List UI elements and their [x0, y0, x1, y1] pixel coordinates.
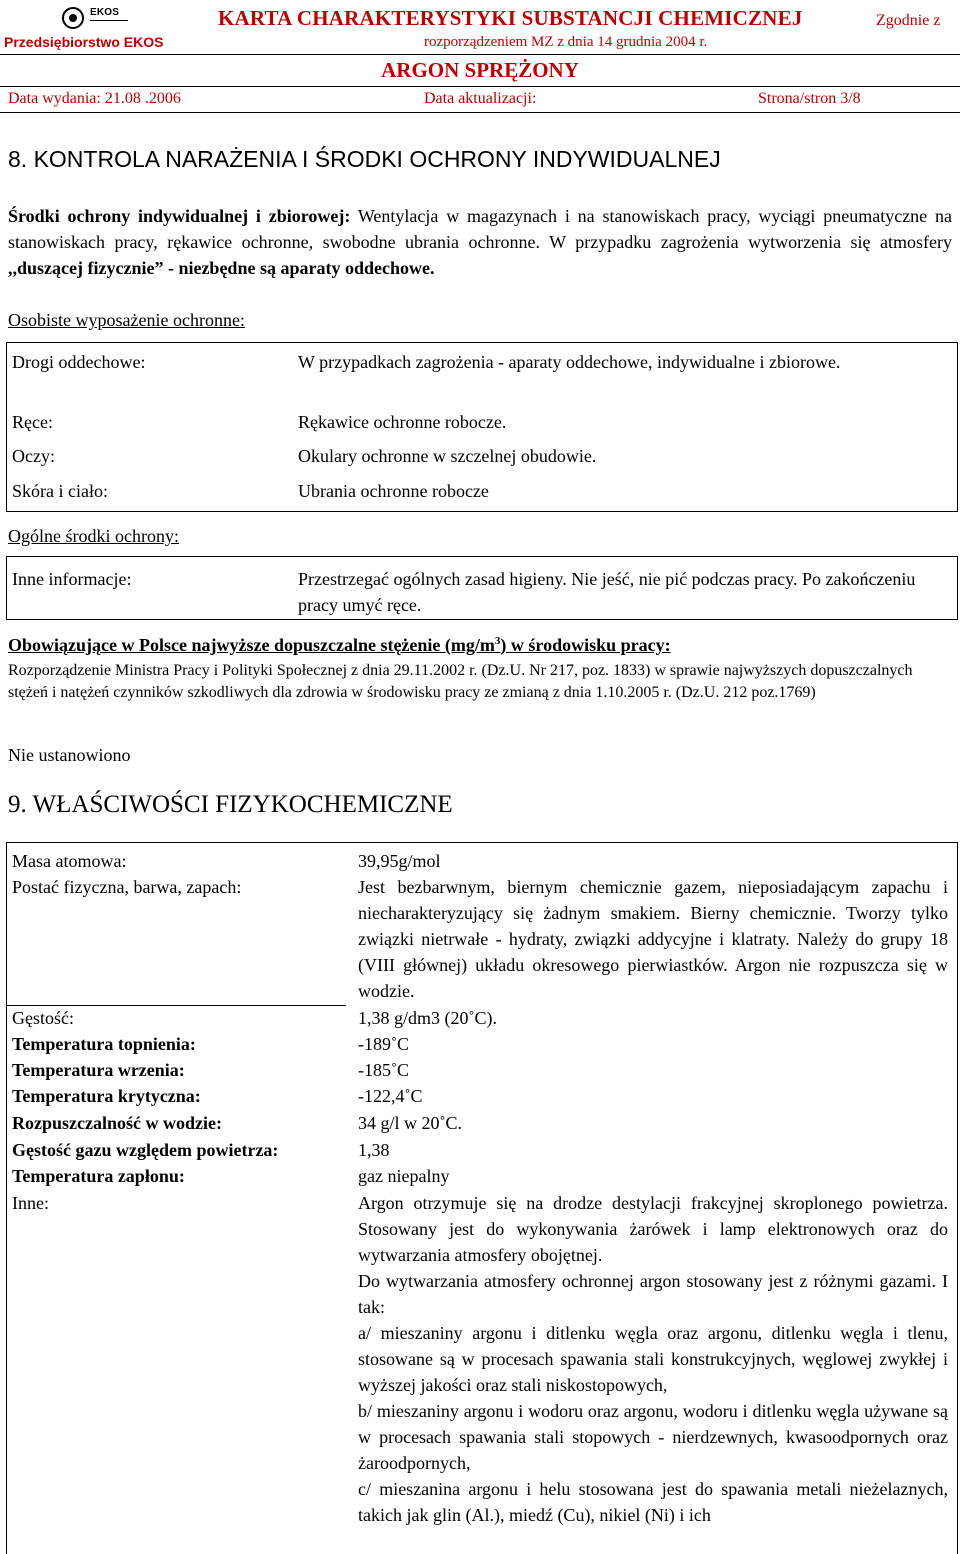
company-name: Przedsiębiorstwo EKOS	[4, 34, 164, 50]
document-title: KARTA CHARAKTERYSTYKI SUBSTANCJI CHEMICZNEJ	[218, 6, 803, 30]
header-divider	[0, 86, 960, 87]
product-name: ARGON SPRĘŻONY	[381, 58, 579, 82]
boiling-point-label: Temperatura wrzenia:	[12, 1060, 185, 1080]
other-paragraph: Do wytwarzania atmosfery ochronnej argon stosowany jest z różnymi gazami. I tak:	[358, 1271, 948, 1317]
other-info-value: Przestrzegać ogólnych zasad higieny. Nie jeść, nie pić podczas pracy. Po zakończeniu pracy umyć ręce.	[298, 569, 916, 615]
atomic-mass-value: 39,95g/mol	[358, 851, 441, 871]
issue-date: Data wydania: 21.08 .2006	[8, 90, 181, 107]
respiratory-value: W przypadkach zagrożenia - aparaty oddechowe, indywidualne i zbiorowe.	[298, 352, 841, 372]
document-regulation: rozporządzeniem MZ z dnia 14 grudnia 2004 r.	[424, 34, 708, 50]
other-paragraph: a/ mieszaniny argonu i ditlenku węgla oraz argonu, ditlenku węgla i tlenu, stosowane są w procesach spawania stali konstrukcyjnych, węglowej zwykłej i wyższej jakości oraz stali niskostopowych,	[358, 1323, 948, 1395]
relative-gas-density-label: Gęstość gazu względem powietrza:	[12, 1140, 279, 1160]
flash-point-label: Temperatura zapłonu:	[12, 1166, 185, 1186]
boiling-point-value: -185˚C	[358, 1060, 409, 1080]
other-properties-label: Inne:	[12, 1193, 49, 1213]
skin-label: Skóra i ciało:	[12, 481, 108, 501]
skin-value: Ubrania ochronne robocze	[298, 481, 489, 501]
protective-measures-bold: ,,duszącej fizycznie” - niezbędne są aparaty oddechowe.	[8, 258, 435, 278]
protective-measures-label: Środki ochrony indywidualnej i zbiorowej:	[8, 206, 351, 226]
other-properties-value	[358, 1190, 948, 1528]
hands-value: Rękawice ochronne robocze.	[298, 412, 507, 432]
exposure-limits-status: Nie ustanowiono	[8, 745, 131, 765]
header-divider	[0, 54, 960, 55]
eyes-value: Okulary ochronne w szczelnej obudowie.	[298, 446, 597, 466]
compliance-note: Zgodnie z	[876, 12, 941, 29]
exposure-limits-regulation: Rozporządzenie Ministra Pracy i Polityki Społecznej z dnia 29.11.2002 r. (Dz.U. Nr 217, poz. 1833) w sprawie najwyższych dopuszczalnych stężeń i natężeń czynników szkodliwych dla zdrowia w środowisku pracy ze zmianą z dnia 1.10.2005 r. (Dz.U. 212 poz.1769)	[8, 662, 913, 701]
physical-form-value: Jest bezbarwnym, biernym chemicznie gazem, nieposiadającym zapachu i niecharakteryzujący się żadnym smakiem. Bierny chemicznie. Tworzy tylko związki nietrwałe - hydraty, związki addycyjne i klatraty. Należy do grupy 18 (VIII głównej) układu okresowego pierwiastków. Argon nie rozpuszcza się w wodzie.	[358, 877, 948, 1001]
density-value: 1,38 g/dm3 (20˚C).	[358, 1008, 497, 1028]
protective-measures-text: Wentylacja w magazynach i na stanowiskach pracy, wyciągi pneumatyczne na stanowiskach pracy, rękawice ochronne, swobodne ubrania ochronne. W przypadku zagrożenia wytworzenia się atmosfery	[8, 206, 952, 252]
page-number: Strona/stron 3/8	[758, 90, 861, 107]
protective-measures-paragraph	[8, 203, 952, 281]
logo-text: EKOS	[90, 7, 120, 18]
hands-label: Ręce:	[12, 412, 53, 432]
relative-gas-density-value: 1,38	[358, 1140, 390, 1160]
melting-point-value: -189˚C	[358, 1034, 409, 1054]
section-8-title: 8. KONTROLA NARAŻENIA I ŚRODKI OCHRONY INDYWIDUALNEJ	[8, 146, 721, 172]
water-solubility-label: Rozpuszczalność w wodzie:	[12, 1113, 222, 1133]
update-date: Data aktualizacji:	[424, 90, 537, 107]
other-paragraph: b/ mieszaniny argonu i wodoru oraz argonu, wodoru i ditlenku węgla używane są w procesach spawania stali stopowych - nierdzewnych, kwasoodpornych oraz żaroodpornych,	[358, 1401, 948, 1473]
flash-point-value: gaz niepalny	[358, 1166, 450, 1186]
atomic-mass-label: Masa atomowa:	[12, 851, 127, 871]
company-logo	[56, 4, 130, 36]
personal-equipment-title: Osobiste wyposażenie ochronne:	[8, 310, 245, 330]
other-paragraph: Argon otrzymuje się na drodze destylacji frakcyjnej skroplonego powietrza. Stosowany jest do wykonywania żarówek i lamp elektronowych oraz do wytwarzania atmosfery obojętnej.	[358, 1193, 948, 1265]
eyes-label: Oczy:	[12, 446, 55, 466]
critical-temperature-value: -122,4˚C	[358, 1086, 423, 1106]
melting-point-label: Temperatura topnienia:	[12, 1034, 196, 1054]
general-measures-label: Ogólne środki ochrony:	[8, 526, 179, 546]
physical-form-label: Postać fizyczna, barwa, zapach:	[12, 877, 242, 897]
density-label: Gęstość:	[12, 1008, 74, 1028]
water-solubility-value: 34 g/l w 20˚C.	[358, 1113, 463, 1133]
document-header	[0, 0, 960, 113]
other-info-label: Inne informacje:	[12, 569, 132, 589]
logo-emblem-icon	[62, 7, 84, 29]
respiratory-label: Drogi oddechowe:	[12, 352, 146, 372]
exposure-limits-title: Obowiązujące w Polsce najwyższe dopuszczalne stężenie $(mg/m^3)$ w środowisku pracy:	[8, 635, 671, 655]
other-paragraph: c/ mieszanina argonu i helu stosowana jest do spawania metali nieżelaznych, takich jak glin (Al.), miedź (Cu), nikiel (Ni) i ich	[358, 1479, 948, 1525]
section-9-title: 9. WŁAŚCIWOŚCI FIZYKOCHEMICZNE	[8, 791, 453, 818]
critical-temperature-label: Temperatura krytyczna:	[12, 1086, 201, 1106]
